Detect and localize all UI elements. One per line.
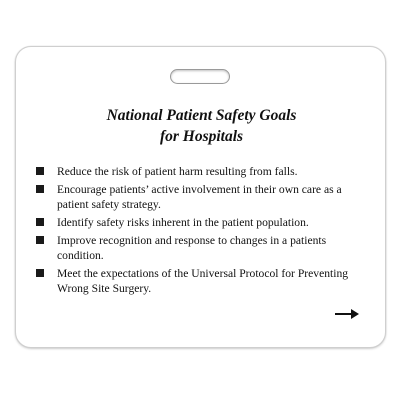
card-title [16, 105, 387, 147]
goal-text: Encourage patients’ active involvement in their own care as a patient safety strategy. [57, 183, 342, 211]
goal-item [36, 266, 371, 296]
right-arrow-icon [334, 307, 360, 321]
badge-card [15, 46, 386, 348]
goal-item [36, 215, 371, 230]
lanyard-slot [170, 69, 230, 84]
goal-text: Improve recognition and response to changes in a patients condition. [57, 234, 327, 262]
card-title-line-2: for Hospitals [159, 128, 244, 145]
goal-item [36, 233, 371, 263]
goal-text: Meet the expectations of the Universal Protocol for Preventing Wrong Site Surgery. [57, 267, 349, 295]
card-title-line-1: National Patient Safety Goals [106, 107, 297, 124]
goal-text: Reduce the risk of patient harm resulting from falls. [57, 165, 298, 178]
black-square-icon [36, 218, 44, 226]
black-square-icon [36, 269, 44, 277]
black-square-icon [36, 236, 44, 244]
goal-item [36, 182, 371, 212]
black-square-icon [36, 185, 44, 193]
goal-text: Identify safety risks inherent in the patient population. [57, 216, 309, 229]
black-square-icon [36, 167, 44, 175]
goals-list [36, 164, 371, 299]
goal-item [36, 164, 371, 179]
